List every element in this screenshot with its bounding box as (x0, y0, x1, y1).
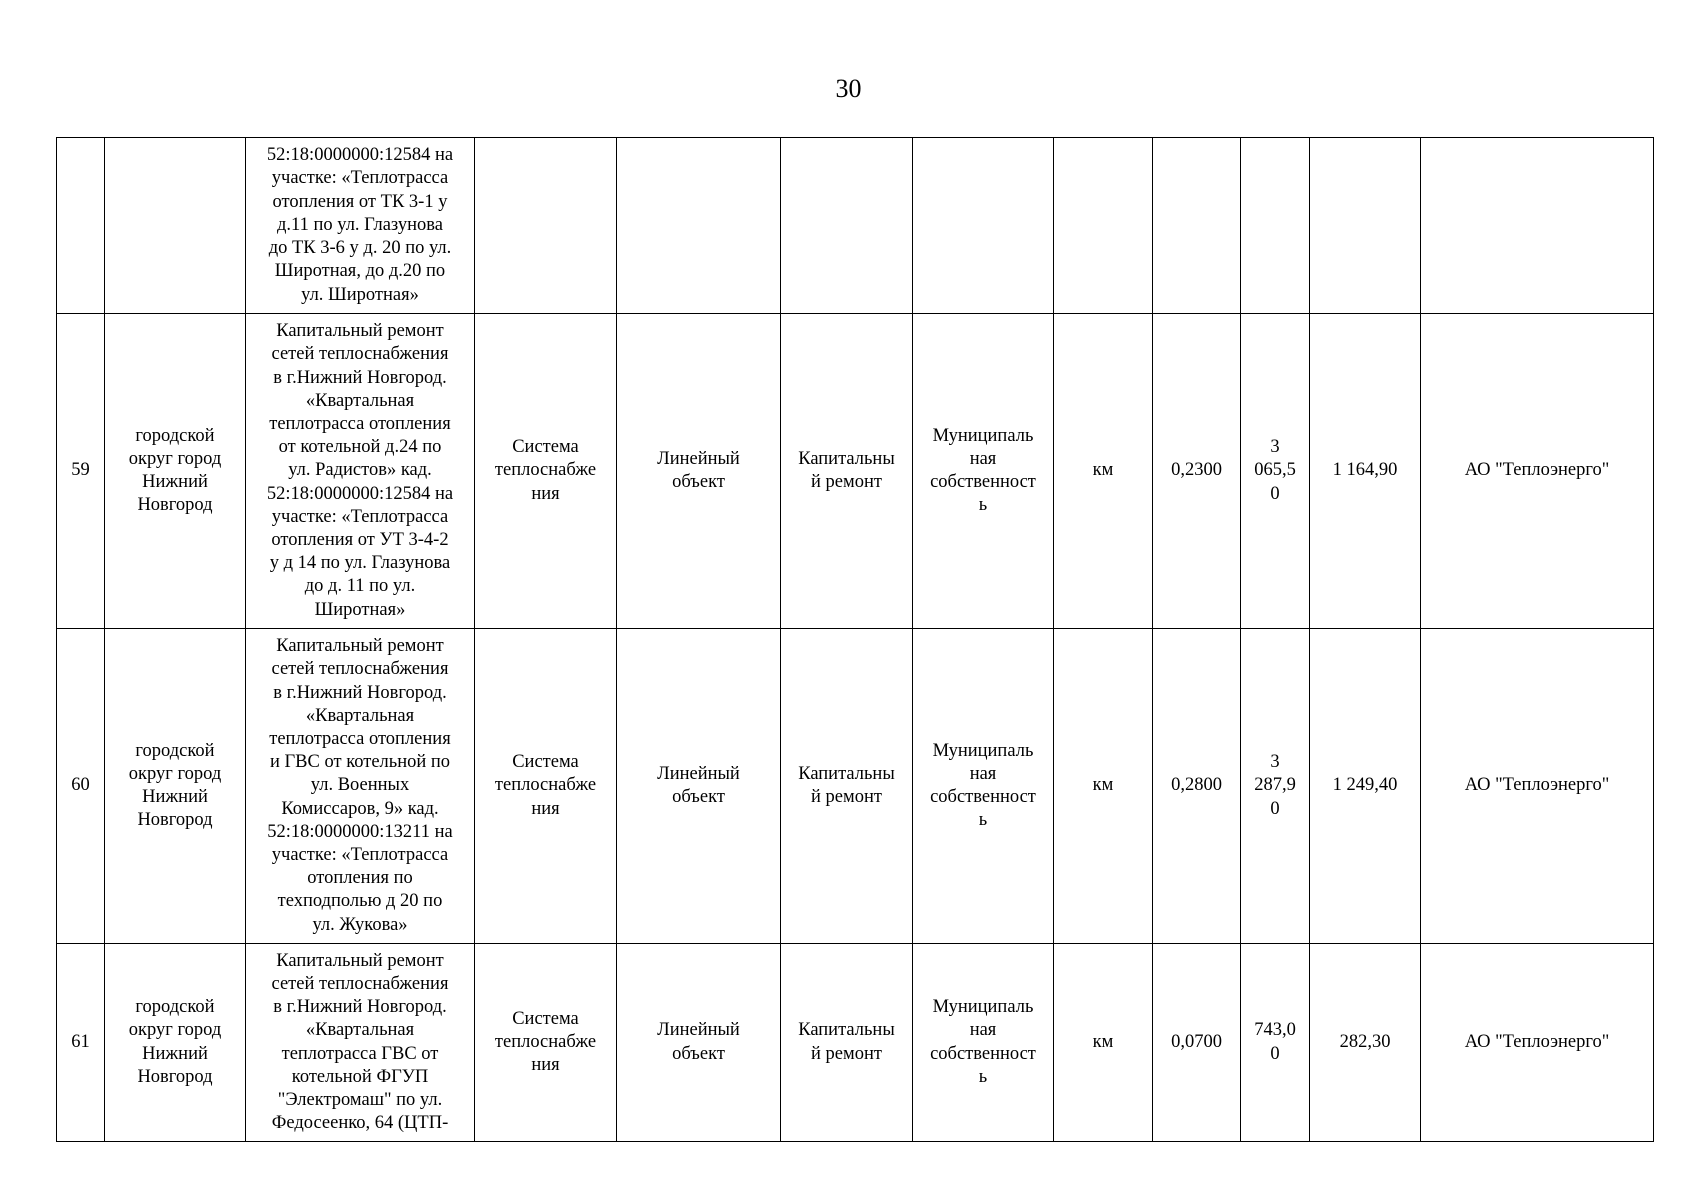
description-line: до ТК 3-6 у д. 20 по ул. (268, 238, 452, 259)
ownership-line: собственност (930, 1043, 1036, 1064)
object-type-line: объект (672, 472, 725, 492)
cell-system (475, 629, 617, 944)
cell-ownership (913, 138, 1054, 314)
description-line: в г.Нижний Новгород. (273, 997, 447, 1018)
table-row (57, 944, 1654, 1142)
page-number: 30 (835, 74, 862, 103)
description-line: отопления от УТ 3-4-2 (271, 530, 449, 550)
description-line: сетей теплоснабжения (271, 659, 449, 680)
cell-ownership (913, 944, 1054, 1142)
cell-description (246, 944, 475, 1142)
system-line: Система (512, 437, 579, 458)
table-row (57, 629, 1654, 944)
cost-per-unit-line: 3 (1270, 437, 1280, 458)
territory-line: городской (135, 425, 215, 446)
description-line: 52:18:0000000:12584 на (266, 483, 454, 504)
cell-cost-per-unit (1241, 944, 1310, 1142)
cell-work-type (781, 629, 913, 944)
ownership-line: ь (978, 1066, 988, 1087)
cell-unit: км (1054, 629, 1153, 944)
description-line: ул. Широтная» (301, 284, 419, 305)
work-type-line: Капитальны (798, 1020, 895, 1041)
territory-line: округ город (128, 763, 222, 784)
territory-line: Новгород (137, 495, 213, 516)
territory-line: округ город (128, 1020, 222, 1041)
table-body (57, 138, 1654, 1142)
investment-program-table (56, 137, 1654, 1142)
territory-line: округ город (128, 448, 222, 469)
object-type-line: объект (672, 787, 725, 807)
cell-object-type (617, 629, 781, 944)
cell-cost-per-unit (1241, 314, 1310, 629)
cell-ownership (913, 629, 1054, 944)
cell-quantity: 0,0700 (1153, 944, 1241, 1142)
cell-object-type (617, 314, 781, 629)
cell-work-type (781, 944, 913, 1142)
territory-line: Новгород (137, 810, 213, 831)
description-line: Широтная, до д.20 по (274, 261, 446, 282)
cost-per-unit-line: 3 (1270, 752, 1280, 773)
description-line: участке: «Теплотрасса (271, 845, 449, 865)
cell-unit: км (1054, 314, 1153, 629)
description-line: сетей теплоснабжения (271, 973, 449, 994)
cost-per-unit-line: 743,0 (1254, 1020, 1296, 1041)
description-line: отопления по (307, 868, 413, 889)
territory-line: Новгород (137, 1066, 213, 1087)
description-line: техподполью д 20 по (277, 891, 443, 912)
cell-system (475, 314, 617, 629)
cell-territory (105, 944, 246, 1142)
description-line: 52:18:0000000:12584 на (266, 145, 454, 166)
cell-total: 1 249,40 (1310, 629, 1421, 944)
ownership-line: ь (978, 810, 988, 831)
cell-organization: АО "Теплоэнерго" (1421, 944, 1654, 1142)
cell-quantity: 0,2800 (1153, 629, 1241, 944)
cost-per-unit-line: 0 (1270, 483, 1280, 504)
territory-line: Нижний (142, 787, 208, 807)
description-line: ул. Радистов» кад. (288, 460, 432, 481)
table-row (57, 138, 1654, 314)
system-line: теплоснабже (494, 775, 597, 796)
object-type-line: Линейный (657, 1020, 740, 1041)
system-line: Система (512, 1008, 579, 1029)
cell-organization: АО "Теплоэнерго" (1421, 629, 1654, 944)
cell-row-number: 59 (57, 314, 105, 629)
work-type-line: Капитальны (798, 448, 895, 469)
cell-territory (105, 138, 246, 314)
description-line: Федосеенко, 64 (ЦТП- (271, 1113, 449, 1134)
cell-work-type (781, 138, 913, 314)
description-line: «Квартальная (305, 705, 415, 726)
description-line: Капитальный ремонт (276, 321, 444, 342)
work-type-line: й ремонт (811, 1043, 882, 1064)
description-line: «Квартальная (305, 1020, 415, 1041)
description-line: ул. Жукова» (312, 914, 408, 935)
ownership-line: ная (969, 763, 997, 784)
cost-per-unit-line: 0 (1270, 798, 1280, 819)
cell-system (475, 138, 617, 314)
cell-object-type (617, 944, 781, 1142)
description-line: в г.Нижний Новгород. (273, 367, 447, 388)
system-line: ния (531, 1055, 560, 1076)
system-line: теплоснабже (494, 1031, 597, 1052)
ownership-line: ь (978, 495, 988, 516)
description-line: у д 14 по ул. Глазунова (269, 553, 451, 574)
cell-total (1310, 138, 1421, 314)
cell-row-number: 61 (57, 944, 105, 1142)
work-type-line: й ремонт (811, 472, 882, 492)
system-line: ния (531, 483, 560, 504)
cell-object-type (617, 138, 781, 314)
description-line: от котельной д.24 по (278, 437, 442, 458)
cell-territory (105, 314, 246, 629)
description-line: Комиссаров, 9» кад. (281, 798, 439, 819)
object-type-line: Линейный (657, 763, 740, 784)
territory-line: городской (135, 997, 215, 1018)
description-line: до д. 11 по ул. (304, 576, 416, 597)
cell-description (246, 314, 475, 629)
cell-system (475, 944, 617, 1142)
system-line: ния (531, 798, 560, 819)
work-type-line: Капитальны (798, 763, 895, 784)
cell-territory (105, 629, 246, 944)
description-line: Широтная» (314, 599, 406, 620)
ownership-line: ная (969, 1020, 997, 1041)
cell-ownership (913, 314, 1054, 629)
ownership-line: Муниципаль (932, 997, 1034, 1018)
ownership-line: Муниципаль (932, 425, 1034, 446)
territory-line: Нижний (142, 1043, 208, 1064)
system-line: теплоснабже (494, 460, 597, 481)
cell-unit: км (1054, 944, 1153, 1142)
cost-per-unit-line: 287,9 (1254, 775, 1296, 796)
cell-organization (1421, 138, 1654, 314)
cell-cost-per-unit (1241, 138, 1310, 314)
cost-per-unit-line: 065,5 (1254, 460, 1296, 481)
description-line: отопления от ТК 3-1 у (272, 191, 448, 212)
description-line: «Квартальная (305, 390, 415, 411)
cell-cost-per-unit (1241, 629, 1310, 944)
cell-quantity: 0,2300 (1153, 314, 1241, 629)
description-line: ул. Военных (310, 775, 410, 796)
cell-work-type (781, 314, 913, 629)
description-line: участке: «Теплотрасса (271, 506, 449, 527)
cell-row-number: 60 (57, 629, 105, 944)
object-type-line: Линейный (657, 448, 740, 469)
description-line: теплотрасса отопления (269, 728, 451, 749)
ownership-line: ная (969, 448, 997, 469)
cell-total: 1 164,90 (1310, 314, 1421, 629)
cell-row-number (57, 138, 105, 314)
description-line: д.11 по ул. Глазунова (277, 214, 443, 235)
description-line: сетей теплоснабжения (271, 344, 449, 365)
cell-organization: АО "Теплоэнерго" (1421, 314, 1654, 629)
cell-quantity (1153, 138, 1241, 314)
description-line: и ГВС от котельной по (269, 752, 451, 773)
territory-line: городской (135, 740, 215, 761)
system-line: Система (512, 752, 579, 773)
cell-total: 282,30 (1310, 944, 1421, 1142)
ownership-line: собственност (930, 472, 1036, 492)
description-line: "Электромаш" по ул. (277, 1089, 443, 1110)
cell-description (246, 629, 475, 944)
description-line: в г.Нижний Новгород. (273, 682, 447, 703)
cell-description (246, 138, 475, 314)
territory-line: Нижний (142, 472, 208, 492)
ownership-line: Муниципаль (932, 740, 1034, 761)
description-line: теплотрасса отопления (269, 413, 451, 434)
description-line: Капитальный ремонт (276, 950, 444, 971)
cell-unit (1054, 138, 1153, 314)
cost-per-unit-line: 0 (1270, 1043, 1280, 1064)
table-row (57, 314, 1654, 629)
description-line: Капитальный ремонт (276, 636, 444, 657)
description-line: котельной ФГУП (291, 1066, 429, 1087)
description-line: участке: «Теплотрасса (271, 168, 449, 189)
ownership-line: собственност (930, 787, 1036, 807)
description-line: теплотрасса ГВС от (281, 1043, 439, 1064)
work-type-line: й ремонт (811, 787, 882, 807)
object-type-line: объект (672, 1043, 725, 1064)
description-line: 52:18:0000000:13211 на (267, 821, 453, 842)
